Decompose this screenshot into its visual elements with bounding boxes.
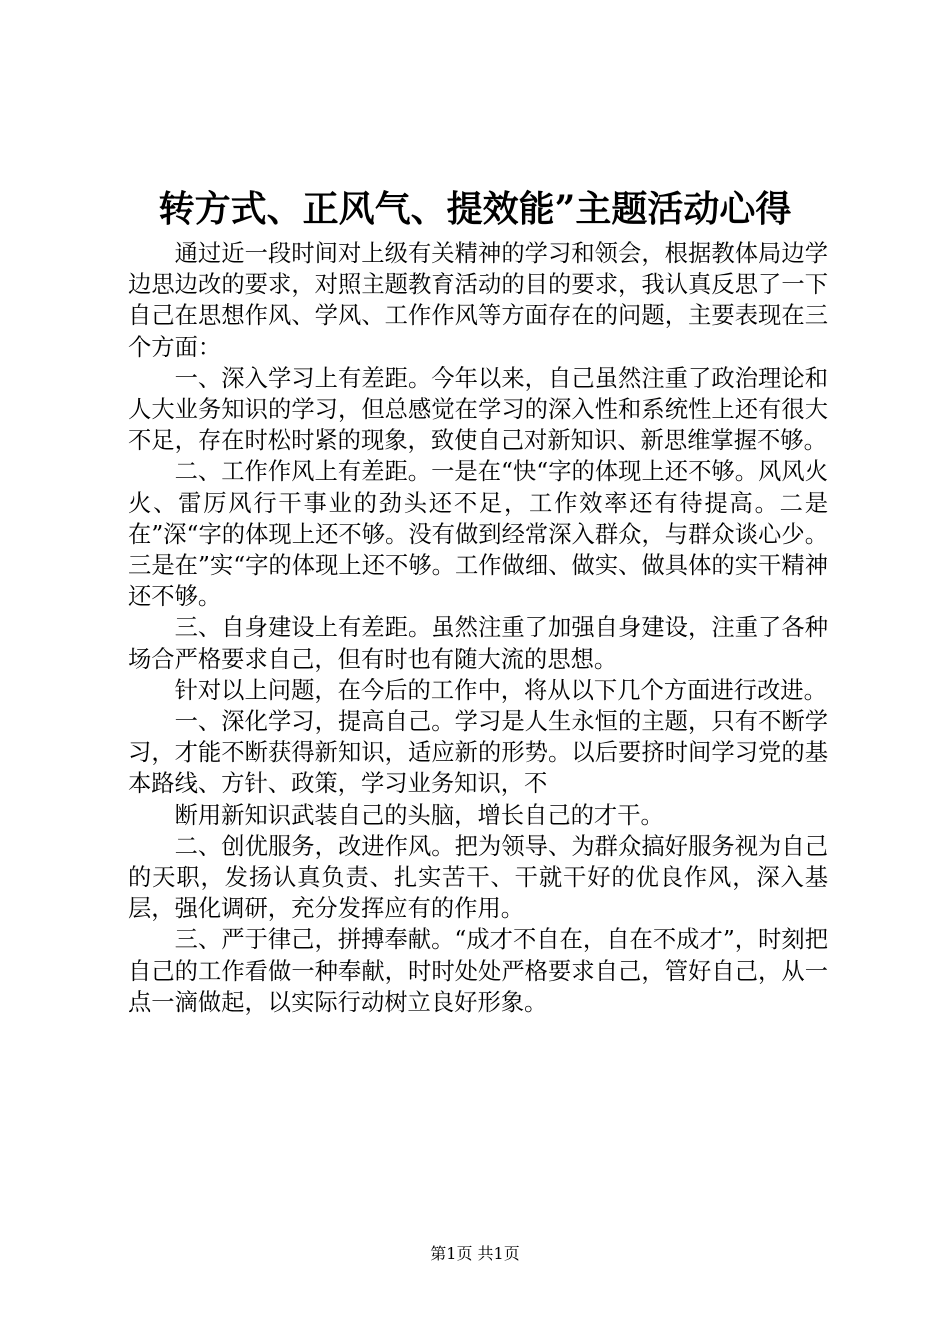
- paragraph-study-gap: 一、深入学习上有差距。今年以来，自己虽然注重了政治理论和人大业务知识的学习，但总感觉在学习的深入性和系统性上还有很大不足，存在时松时紧的现象，致使自己对新知识、新思维掌握不够。: [128, 364, 828, 455]
- paragraph-deepen-study-continued: 断用新知识武装自己的头脑，增长自己的才干。: [174, 801, 664, 829]
- paragraph-work-style-gap: 二、工作作风上有差距。一是在“快“字的体现上还不够。风风火火、雷厉风行干事业的劲头还不足，工作效率还有待提高。二是在”深“字的体现上还不够。没有做到经常深入群众，与群众谈心少。三是在”实“字的体现上还不够。工作做细、做实、做具体的实干精神还不够。: [128, 458, 828, 611]
- paragraph-improvement-intro: 针对以上问题，在今后的工作中，将从以下几个方面进行改进。: [174, 676, 827, 704]
- page-footer: 第1页 共1页: [430, 1244, 520, 1263]
- paragraph-self-building-gap: 三、自身建设上有差距。虽然注重了加强自身建设，注重了各种场合严格要求自己，但有时也有随大流的思想。: [128, 614, 828, 673]
- paragraph-improve-service: 二、创优服务，改进作风。把为领导、为群众搞好服务视为自己的天职，发扬认真负责、扎实苦干、干就干好的优良作风，深入基层，强化调研，充分发挥应有的作用。: [128, 832, 828, 923]
- paragraph-self-discipline: 三、严于律己，拼搏奉献。“成才不自在，自在不成才”，时刻把自己的工作看做一种奉献，时时处处严格要求自己，管好自己，从一点一滴做起，以实际行动树立良好形象。: [128, 926, 828, 1016]
- document-body: [128, 238, 828, 1018]
- document-title: 转方式、正风气、提效能”主题活动心得: [158, 188, 792, 230]
- paragraph-deepen-study: 一、深化学习，提高自己。学习是人生永恒的主题，只有不断学习，才能不断获得新知识，适应新的形势。以后要挤时间学习党的基本路线、方针、政策，学习业务知识，不: [128, 708, 828, 798]
- paragraph-intro: 通过近一段时间对上级有关精神的学习和领会，根据教体局边学边思边改的要求，对照主题教育活动的目的要求，我认真反思了一下自己在思想作风、学风、工作作风等方面存在的问题，主要表现在三个方面：: [128, 240, 828, 361]
